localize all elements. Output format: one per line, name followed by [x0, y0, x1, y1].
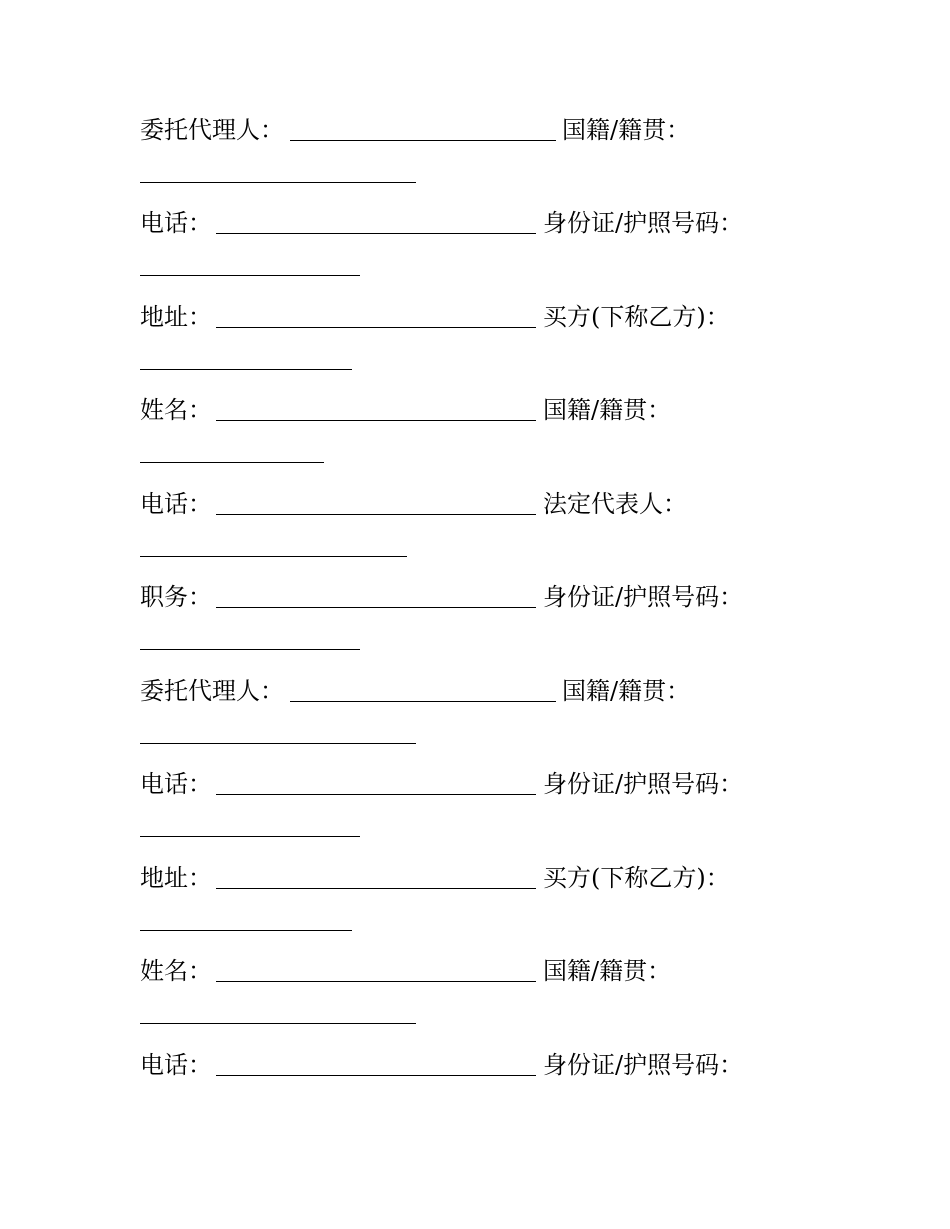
blank-line	[140, 556, 407, 557]
blank-line	[216, 327, 536, 328]
field-label: 身份证/护照号码：	[543, 209, 744, 237]
blank-line	[216, 888, 536, 889]
field-label: 职务：	[140, 583, 212, 611]
blank-line	[216, 420, 536, 421]
blank-line	[140, 462, 324, 463]
field-label: 地址：	[140, 864, 212, 892]
field-label: 身份证/护照号码：	[543, 1051, 744, 1079]
field-label: 身份证/护照号码：	[543, 770, 744, 798]
blank-line	[290, 701, 556, 702]
field-label: 电话：	[140, 770, 212, 798]
blank-line	[140, 1023, 416, 1024]
field-label: 买方(下称乙方)：	[543, 303, 730, 331]
blank-line	[140, 182, 416, 183]
field-label: 姓名：	[140, 396, 212, 424]
blank-line	[140, 836, 360, 837]
field-label: 电话：	[140, 490, 212, 518]
blank-line	[290, 140, 556, 141]
field-label: 国籍/籍贯：	[543, 957, 672, 985]
field-label: 国籍/籍贯：	[562, 116, 691, 144]
blank-line	[140, 743, 416, 744]
field-label: 电话：	[140, 209, 212, 237]
blank-line	[140, 369, 352, 370]
blank-line	[140, 649, 360, 650]
blank-line	[140, 275, 360, 276]
field-label: 委托代理人：	[140, 677, 284, 705]
field-label: 委托代理人：	[140, 116, 284, 144]
blank-line	[216, 1075, 536, 1076]
field-label: 国籍/籍贯：	[543, 396, 672, 424]
blank-line	[216, 607, 536, 608]
field-label: 身份证/护照号码：	[543, 583, 744, 611]
blank-line	[216, 981, 536, 982]
field-label: 国籍/籍贯：	[562, 677, 691, 705]
field-label: 地址：	[140, 303, 212, 331]
field-label: 买方(下称乙方)：	[543, 864, 730, 892]
blank-line	[140, 930, 352, 931]
blank-line	[216, 514, 536, 515]
field-label: 法定代表人：	[543, 490, 687, 518]
field-label: 姓名：	[140, 957, 212, 985]
blank-line	[216, 794, 536, 795]
blank-line	[216, 233, 536, 234]
field-label: 电话：	[140, 1051, 212, 1079]
